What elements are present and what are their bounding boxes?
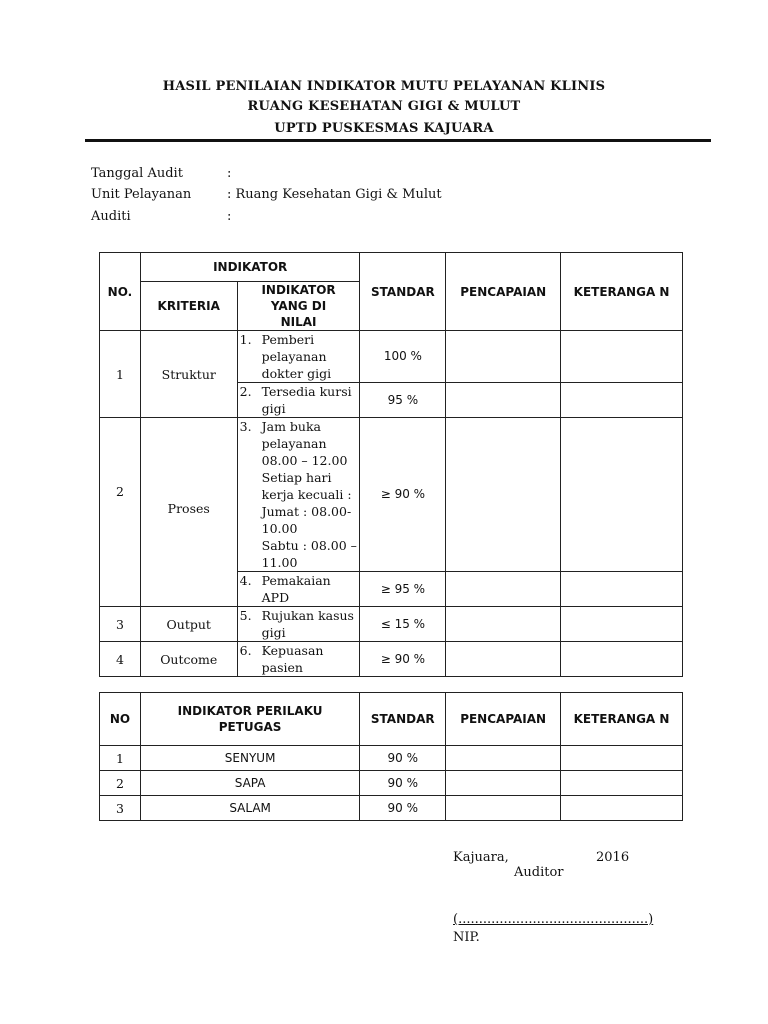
signature-year: 2016	[596, 850, 630, 865]
indicator-item: 3. Jam buka pelayanan 08.00 – 12.00 Setiap hari kerja kecuali : Jumat : 08.00- 10.00 Sabtu : 08.00 – 11.00	[237, 418, 360, 572]
clinical-indicator-table	[99, 252, 683, 677]
col-header-indikator-perilaku: INDIKATOR PERILAKU PETUGAS	[140, 693, 359, 746]
keterangan-cell	[561, 331, 683, 383]
row-no: 3	[100, 796, 141, 821]
col-header-keterangan: KETERANGA N	[561, 253, 683, 331]
tanggal-audit-label: Tanggal Audit	[91, 166, 183, 181]
pencapaian-cell	[446, 607, 561, 642]
row-standar: 90 %	[360, 746, 446, 771]
col-header-no: NO.	[100, 253, 141, 331]
pencapaian-cell	[446, 572, 561, 607]
row-kriteria: Output	[140, 607, 237, 642]
unit-pelayanan-value: : Ruang Kesehatan Gigi & Mulut	[227, 187, 442, 202]
keterangan-cell	[561, 418, 683, 572]
keterangan-cell	[561, 383, 683, 418]
col-header-indikator: INDIKATOR	[140, 253, 360, 282]
header-divider	[85, 139, 711, 142]
col-header-keterangan: KETERANGA N	[561, 693, 683, 746]
pencapaian-cell	[446, 642, 561, 677]
indicator-item: 2. Tersedia kursi gigi	[237, 383, 360, 418]
row-standar: 95 %	[360, 383, 446, 418]
keterangan-cell	[561, 572, 683, 607]
signature-role: Auditor	[514, 865, 564, 880]
row-indikator: SENYUM	[140, 746, 359, 771]
table-row	[100, 418, 683, 572]
col-header-kriteria: KRITERIA	[140, 282, 237, 331]
indicator-item: 4. Pemakaian APD	[237, 572, 360, 607]
col-header-no: NO	[100, 693, 141, 746]
keterangan-cell	[561, 796, 683, 821]
row-standar: ≥ 95 %	[360, 572, 446, 607]
row-no: 3	[100, 607, 141, 642]
indicator-item: 1. Pemberi pelayanan dokter gigi	[237, 331, 360, 383]
row-standar: ≥ 90 %	[360, 642, 446, 677]
staff-behavior-table	[99, 692, 683, 821]
keterangan-cell	[561, 746, 683, 771]
document-subtitle: RUANG KESEHATAN GIGI & MULUT	[247, 99, 521, 114]
row-no: 2	[100, 418, 141, 607]
row-standar: 90 %	[360, 771, 446, 796]
col-header-standar: STANDAR	[360, 693, 446, 746]
table-row	[100, 642, 683, 677]
row-no: 1	[100, 746, 141, 771]
keterangan-cell	[561, 642, 683, 677]
table-row	[100, 771, 683, 796]
indicator-item: 5. Rujukan kasus gigi	[237, 607, 360, 642]
row-standar: ≥ 90 %	[360, 418, 446, 572]
pencapaian-cell	[446, 331, 561, 383]
row-no: 1	[100, 331, 141, 418]
col-header-pencapaian: PENCAPAIAN	[446, 253, 561, 331]
signature-nip: NIP.	[453, 930, 480, 945]
auditi-label: Auditi	[91, 209, 131, 224]
pencapaian-cell	[446, 418, 561, 572]
pencapaian-cell	[446, 746, 561, 771]
row-no: 2	[100, 771, 141, 796]
col-header-standar: STANDAR	[360, 253, 446, 331]
tanggal-audit-value: :	[227, 166, 232, 181]
document-title: HASIL PENILAIAN INDIKATOR MUTU PELAYANAN KLINIS	[162, 79, 606, 94]
document-institution: UPTD PUSKESMAS KAJUARA	[274, 121, 494, 136]
auditi-value: :	[227, 209, 232, 224]
row-standar: 90 %	[360, 796, 446, 821]
row-indikator: SALAM	[140, 796, 359, 821]
signature-place: Kajuara,	[453, 850, 509, 865]
table-row	[100, 607, 683, 642]
table-row	[100, 746, 683, 771]
row-kriteria: Proses	[140, 418, 237, 607]
table-row	[100, 331, 683, 383]
row-no: 4	[100, 642, 141, 677]
unit-pelayanan-label: Unit Pelayanan	[91, 187, 192, 202]
keterangan-cell	[561, 607, 683, 642]
col-header-indikator-dinilai: INDIKATOR YANG DI NILAI	[237, 282, 360, 331]
indicator-item: 6. Kepuasan pasien	[237, 642, 360, 677]
table-row	[100, 796, 683, 821]
pencapaian-cell	[446, 771, 561, 796]
col-header-pencapaian: PENCAPAIAN	[446, 693, 561, 746]
keterangan-cell	[561, 771, 683, 796]
row-standar: ≤ 15 %	[360, 607, 446, 642]
signature-name-line: (..............................................)	[453, 912, 654, 927]
pencapaian-cell	[446, 383, 561, 418]
row-kriteria: Struktur	[140, 331, 237, 418]
row-kriteria: Outcome	[140, 642, 237, 677]
row-indikator: SAPA	[140, 771, 359, 796]
row-standar: 100 %	[360, 331, 446, 383]
pencapaian-cell	[446, 796, 561, 821]
